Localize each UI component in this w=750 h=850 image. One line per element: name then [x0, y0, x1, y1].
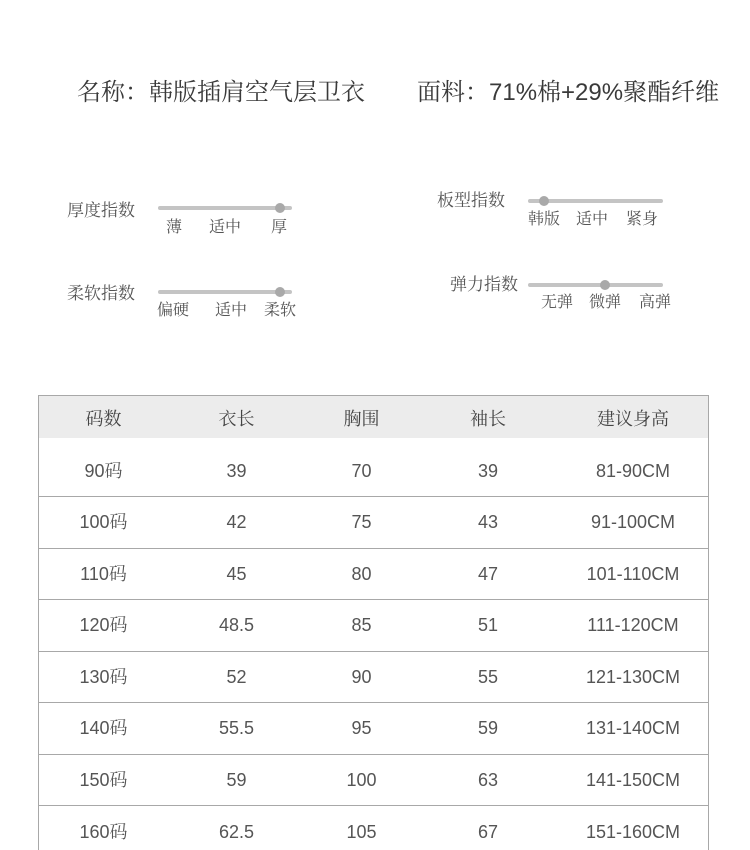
softness-slider-knob — [275, 287, 285, 297]
cell-size: 90码 — [84, 460, 123, 481]
cell-sleeve: 63 — [477, 769, 499, 790]
cell-length: 62.5 — [218, 822, 255, 842]
header-height: 建议身高 — [597, 408, 669, 429]
cell-height: 111-120CM — [587, 615, 679, 636]
cell-length: 59 — [226, 769, 247, 790]
softness-option-soft: 柔软 — [264, 302, 297, 319]
cell-size: 110码 — [80, 563, 127, 584]
table-row — [39, 755, 708, 807]
cell-height: 91-100CM — [590, 512, 676, 533]
table-row — [39, 806, 708, 850]
cell-chest: 95 — [351, 718, 372, 739]
cell-chest: 80 — [351, 563, 372, 584]
elasticity-slider-track — [528, 283, 663, 287]
elasticity-option-slight: 微弹 — [589, 294, 622, 311]
elasticity-option-none: 无弹 — [541, 294, 574, 311]
cell-size: 160码 — [79, 822, 128, 842]
cell-chest: 85 — [351, 615, 372, 636]
header-chest: 胸围 — [343, 408, 380, 429]
cell-length: 52 — [226, 666, 247, 687]
cell-height: 151-160CM — [585, 822, 681, 842]
table-row — [39, 549, 708, 601]
product-name: 名称：韩版插肩空气层卫衣 — [77, 79, 365, 106]
header-length: 衣长 — [218, 408, 255, 429]
fit-option-slim: 紧身 — [626, 211, 659, 228]
cell-height: 131-140CM — [585, 718, 681, 739]
cell-size: 130码 — [79, 666, 128, 687]
table-row — [39, 652, 708, 704]
thickness-index-label: 厚度指数 — [67, 201, 135, 220]
cell-chest: 75 — [351, 512, 372, 533]
cell-chest: 100 — [346, 769, 377, 790]
cell-size: 140码 — [79, 718, 128, 739]
table-row — [39, 497, 708, 549]
cell-length: 55.5 — [218, 718, 255, 739]
elasticity-option-high: 高弹 — [639, 294, 672, 311]
fit-option-korean: 韩版 — [528, 211, 561, 228]
cell-sleeve: 43 — [477, 512, 499, 533]
cell-sleeve: 59 — [477, 718, 499, 739]
header-size: 码数 — [85, 408, 122, 429]
thickness-slider-track — [158, 206, 292, 210]
thickness-option-thin: 薄 — [166, 219, 183, 236]
softness-index-label: 柔软指数 — [67, 284, 135, 303]
fit-index-label: 板型指数 — [437, 191, 505, 210]
cell-length: 42 — [226, 512, 247, 533]
table-row — [39, 600, 708, 652]
fit-option-regular: 适中 — [576, 211, 609, 228]
cell-length: 39 — [226, 460, 247, 481]
fit-slider-knob — [539, 196, 549, 206]
thickness-slider-knob — [275, 203, 285, 213]
softness-slider-track — [158, 290, 292, 294]
cell-sleeve: 55 — [477, 666, 499, 687]
cell-size: 150码 — [79, 769, 128, 790]
thickness-option-thick: 厚 — [271, 219, 288, 236]
cell-sleeve: 39 — [477, 460, 499, 481]
table-row — [39, 703, 708, 755]
cell-height: 121-130CM — [585, 666, 681, 687]
cell-sleeve: 47 — [477, 563, 499, 584]
cell-chest: 105 — [346, 822, 377, 842]
cell-length: 48.5 — [218, 615, 255, 636]
table-row — [39, 438, 708, 497]
header-sleeve: 袖长 — [470, 408, 506, 429]
softness-option-stiff: 偏硬 — [157, 302, 190, 319]
thickness-option-medium: 适中 — [209, 219, 242, 236]
fabric-composition: 面料：71%棉+29%聚酯纤维 — [417, 79, 720, 106]
cell-size: 100码 — [79, 512, 128, 533]
fit-slider-track — [528, 199, 663, 203]
cell-chest: 90 — [351, 666, 372, 687]
cell-height: 101-110CM — [586, 563, 680, 584]
size-table — [38, 395, 709, 850]
cell-length: 45 — [226, 563, 247, 584]
elasticity-slider-knob — [600, 280, 610, 290]
cell-size: 120码 — [79, 615, 128, 636]
cell-height: 81-90CM — [595, 460, 671, 481]
softness-option-medium: 适中 — [215, 302, 248, 319]
cell-sleeve: 51 — [477, 615, 499, 636]
cell-chest: 70 — [351, 460, 372, 481]
table-header-row — [39, 396, 708, 438]
cell-height: 141-150CM — [585, 769, 681, 790]
cell-sleeve: 67 — [477, 822, 499, 842]
elasticity-index-label: 弹力指数 — [450, 275, 518, 294]
